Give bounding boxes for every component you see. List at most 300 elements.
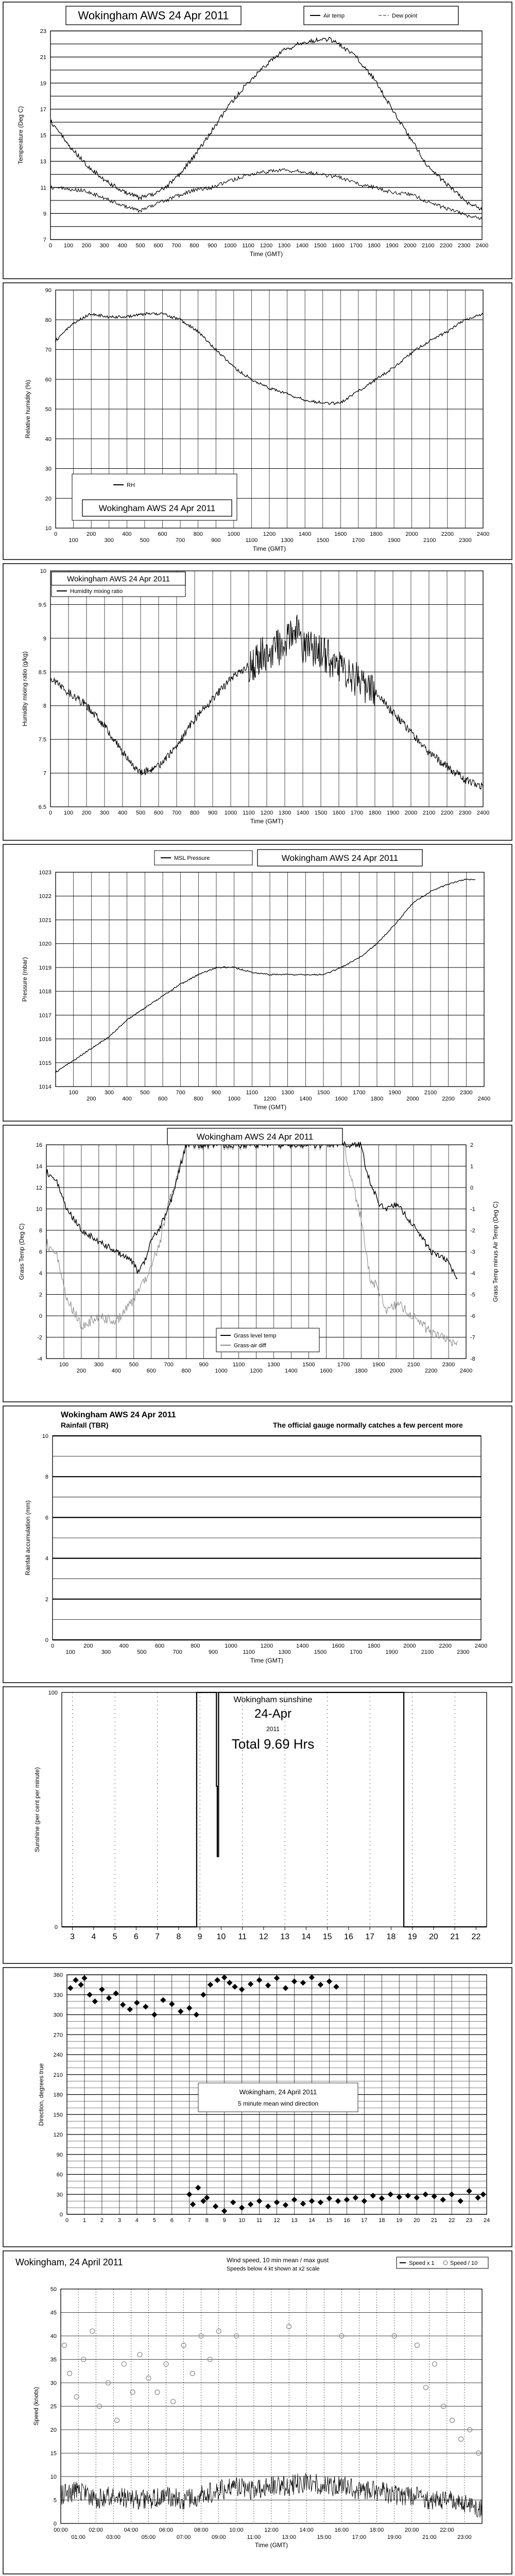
panel-border	[3, 844, 512, 1121]
humidity-chart	[0, 281, 515, 562]
x-tick-label: 15:00	[317, 2534, 332, 2540]
x-tick-label: 1600	[332, 810, 346, 816]
x-tick-label: 07:00	[176, 2534, 191, 2540]
x-tick-label: 200	[83, 1643, 93, 1649]
panel-border	[3, 1125, 512, 1402]
x-tick-label: 9	[197, 1933, 202, 1941]
x-tick-label: 1500	[302, 1362, 315, 1368]
y-tick-label: 1018	[39, 989, 52, 995]
x-tick-label: 600	[146, 1368, 156, 1374]
x-tick-label: 2100	[422, 810, 436, 816]
x-tick-label: 0	[48, 810, 53, 816]
x-tick-label: 400	[111, 1368, 122, 1374]
x-tick-label: 05:00	[141, 2534, 156, 2540]
legend-label: RH	[127, 482, 135, 488]
x-tick-label: 04:00	[124, 2527, 139, 2533]
x-tick-label: 800	[191, 1643, 200, 1649]
x-tick-label: 1100	[243, 810, 255, 816]
y-tick-label: 90	[45, 287, 52, 294]
y-tick-label: 15	[50, 2450, 57, 2457]
mixing-ratio-chart-panel	[0, 562, 515, 842]
y-tick-label: 360	[53, 1972, 63, 1978]
x-tick-label: 16:00	[334, 2527, 349, 2533]
x-tick-label: 1000	[227, 531, 241, 537]
y-axis-title: Humidity mixing ratio (g/kg)	[21, 651, 28, 726]
x-tick-label: 3	[117, 2217, 121, 2224]
x-tick-label: 1800	[370, 531, 383, 537]
x-tick-label: 1600	[320, 1368, 333, 1374]
x-tick-label: 08:00	[194, 2527, 209, 2533]
y-tick-label: 35	[50, 2357, 57, 2363]
x-tick-label: 17:00	[352, 2534, 367, 2540]
chart-title: Wokingham AWS 24 Apr 2011	[196, 1131, 314, 1142]
x-tick-label: 2000	[404, 243, 417, 249]
x-tick-label: 1200	[260, 810, 273, 816]
y-tick-label: 2	[45, 1596, 48, 1603]
chart-title: Wokingham, 24 April 2011	[15, 2257, 123, 2267]
chart-subtitle: Rainfall (TBR)	[61, 1421, 109, 1429]
y-tick-label: 21	[40, 54, 46, 61]
x-tick-label: 21	[431, 2217, 438, 2224]
x-tick-label: 12:00	[264, 2527, 279, 2533]
x-tick-label: 900	[199, 1362, 209, 1368]
x-tick-label: 1900	[385, 1649, 398, 1655]
chart-title: Wokingham AWS 24 Apr 2011	[281, 853, 399, 863]
y-tick-label: 14	[36, 1163, 42, 1170]
x-tick-label: 14	[308, 2217, 315, 2224]
legend-label: Speed x 1	[409, 2260, 435, 2266]
legend-box	[216, 1328, 319, 1352]
grass-temp-chart	[0, 1123, 515, 1404]
x-tick-label: 1800	[370, 1096, 384, 1102]
y2-tick-label: -8	[470, 1356, 475, 1362]
x-tick-label: 2	[100, 2217, 104, 2224]
x-tick-label: 400	[122, 1096, 132, 1102]
x-tick-label: 1700	[350, 243, 363, 249]
x-tick-label: 5	[152, 2217, 156, 2224]
x-tick-label: 1000	[224, 810, 237, 816]
x-tick-label: 300	[99, 243, 109, 249]
x-tick-label: 2400	[476, 810, 490, 816]
x-tick-label: 900	[211, 1090, 221, 1096]
x-tick-label: 2100	[421, 1649, 434, 1655]
x-tick-label: 19	[407, 1933, 417, 1941]
y-tick-label: 120	[53, 2132, 63, 2138]
x-tick-label: 600	[153, 243, 163, 249]
x-tick-label: 0	[65, 2217, 69, 2224]
x-axis-title: Time (GMT)	[249, 250, 283, 258]
x-tick-label: 2100	[424, 1090, 437, 1096]
x-tick-label: 100	[59, 1362, 69, 1368]
x-tick-label: 23	[466, 2217, 473, 2224]
x-tick-label: 1000	[224, 243, 237, 249]
legend-label: MSL Pressure	[174, 855, 210, 861]
panel-border	[3, 1406, 512, 1683]
x-tick-label: 1800	[368, 243, 381, 249]
x-tick-label: 15	[326, 2217, 333, 2224]
x-tick-label: 1500	[316, 537, 329, 544]
chart-title: Wokingham sunshine	[233, 1696, 313, 1704]
y2-tick-label: -4	[470, 1270, 475, 1277]
legend-label: Speed / 10	[450, 2260, 478, 2266]
x-tick-label: 300	[104, 537, 114, 544]
y-axis-title: Pressure (mbar)	[21, 957, 28, 1002]
y-tick-label: 10	[45, 526, 52, 532]
y-tick-label: 23	[40, 28, 46, 35]
x-tick-label: 2000	[403, 1643, 416, 1649]
chart-date: 24-Apr	[254, 1707, 292, 1721]
x-tick-label: 12	[273, 2217, 280, 2224]
y-tick-label: 8	[39, 1228, 42, 1234]
chart-title: Wokingham AWS 24 Apr 2011	[98, 503, 216, 513]
x-tick-label: 1100	[243, 1649, 255, 1655]
chart-year: 2011	[266, 1725, 280, 1733]
x-tick-label: 1900	[372, 1362, 385, 1368]
x-tick-label: 1700	[350, 810, 364, 816]
y-tick-label: 15	[40, 132, 46, 139]
x-tick-label: 800	[190, 243, 199, 249]
x-tick-label: 1900	[386, 810, 400, 816]
x-tick-label: 1800	[355, 1368, 368, 1374]
chart-title: Wokingham AWS 24 Apr 2011	[67, 574, 170, 584]
x-tick-label: 1700	[352, 537, 365, 544]
x-tick-label: 100	[63, 243, 74, 249]
x-tick-label: 900	[208, 1649, 218, 1655]
y-tick-label: 4	[45, 1555, 48, 1562]
x-tick-label: 2300	[442, 1362, 455, 1368]
x-tick-label: 600	[153, 810, 164, 816]
x-tick-label: 2400	[477, 1096, 491, 1102]
x-tick-label: 9	[222, 2217, 226, 2224]
x-tick-label: 2400	[474, 1643, 488, 1649]
x-tick-label: 8	[176, 1933, 181, 1941]
wind-direction-chart	[0, 1965, 515, 2249]
y-tick-label: 330	[53, 1992, 63, 1998]
x-tick-label: 15	[322, 1933, 332, 1941]
x-tick-label: 10	[238, 2217, 245, 2224]
y-tick-label: 8	[43, 703, 46, 709]
y-tick-label: 300	[53, 2012, 63, 2019]
y-tick-label: 0	[54, 1924, 58, 1930]
x-tick-label: 2400	[475, 243, 489, 249]
y-tick-label: 0	[53, 2521, 57, 2527]
x-tick-label: 1300	[267, 1362, 280, 1368]
x-tick-label: 2000	[405, 531, 418, 537]
x-tick-label: 1300	[281, 1090, 294, 1096]
chart-title: Wokingham, 24 April 2011	[239, 2088, 317, 2096]
x-tick-label: 1700	[353, 1090, 366, 1096]
y2-axis-title: Grass Temp minus Air Temp (Deg C)	[492, 1201, 499, 1302]
x-tick-label: 1900	[388, 1090, 401, 1096]
y-tick-label: 16	[36, 1142, 42, 1148]
x-tick-label: 1400	[296, 810, 310, 816]
x-tick-label: 1900	[387, 537, 401, 544]
x-tick-label: 900	[208, 243, 217, 249]
x-tick-label: 3	[70, 1933, 75, 1941]
x-tick-label: 1300	[278, 810, 291, 816]
y-tick-label: 19	[40, 80, 46, 87]
sunshine-chart-panel	[0, 1685, 515, 1965]
panel-border	[3, 2251, 512, 2574]
x-tick-label: 2400	[459, 1368, 473, 1374]
x-tick-label: 17	[361, 2217, 368, 2224]
y-tick-label: 9.5	[38, 602, 46, 608]
rainfall-chart-panel	[0, 1404, 515, 1685]
y-axis-title: Sunshine (per cent per minute)	[33, 1767, 41, 1852]
y-tick-label: 1023	[39, 870, 52, 876]
y-tick-label: 9	[43, 211, 46, 217]
chart-total: Total 9.69 Hrs	[231, 1736, 315, 1752]
y-tick-label: 5	[53, 2497, 57, 2504]
x-tick-label: 13	[291, 2217, 298, 2224]
wind-speed-chart	[0, 2249, 515, 2576]
x-tick-label: 03:00	[106, 2534, 121, 2540]
wind-direction-chart-panel	[0, 1965, 515, 2249]
x-tick-label: 200	[81, 243, 92, 249]
y-tick-label: 2	[39, 1292, 42, 1298]
x-tick-label: 700	[176, 1090, 185, 1096]
x-tick-label: 09:00	[211, 2534, 226, 2540]
x-tick-label: 2300	[457, 1649, 470, 1655]
y-tick-label: 1014	[39, 1084, 52, 1090]
x-tick-label: 200	[76, 1368, 87, 1374]
x-tick-label: 1100	[232, 1362, 245, 1368]
y-tick-label: 70	[45, 347, 52, 353]
x-tick-label: 1200	[260, 1643, 273, 1649]
x-tick-label: 1200	[260, 243, 273, 249]
x-tick-label: 1300	[278, 243, 291, 249]
y2-tick-label: 1	[470, 1163, 474, 1170]
y-tick-label: 1019	[39, 964, 52, 971]
y-axis-title: Rainfall accumulation (mm)	[24, 1500, 31, 1575]
legend-label: Humidity mixing ratio	[70, 588, 123, 595]
x-axis-title: Time (GMT)	[250, 1657, 284, 1664]
x-tick-label: 20	[428, 1933, 438, 1941]
y-tick-label: 180	[53, 2092, 63, 2098]
x-tick-label: 400	[122, 531, 132, 537]
x-tick-label: 1300	[281, 537, 294, 544]
x-tick-label: 18:00	[369, 2527, 384, 2533]
x-tick-label: 700	[164, 1362, 174, 1368]
x-tick-label: 1400	[296, 1643, 309, 1649]
chart-title: Wokingham AWS 24 Apr 2011	[61, 1411, 176, 1419]
x-tick-label: 2200	[439, 243, 453, 249]
x-tick-label: 2200	[442, 1096, 455, 1102]
y-tick-label: 20	[50, 2427, 57, 2433]
x-tick-label: 800	[194, 1096, 203, 1102]
x-tick-label: 500	[135, 243, 145, 249]
y-tick-label: 8	[45, 1474, 48, 1481]
y-tick-label: 1016	[39, 1036, 52, 1043]
x-tick-label: 23:00	[457, 2534, 472, 2540]
x-tick-label: 1600	[332, 243, 345, 249]
x-tick-label: 1600	[334, 531, 347, 537]
x-tick-label: 8	[205, 2217, 209, 2224]
x-tick-label: 800	[190, 810, 200, 816]
x-tick-label: 1200	[263, 531, 276, 537]
x-tick-label: 300	[99, 810, 110, 816]
sunshine-chart	[0, 1685, 515, 1965]
x-tick-label: 2100	[407, 1362, 420, 1368]
x-tick-label: 11:00	[247, 2534, 261, 2540]
y2-tick-label: 0	[470, 1185, 474, 1191]
y-tick-label: 50	[50, 2286, 57, 2293]
x-tick-label: 700	[173, 1649, 182, 1655]
x-axis-title: Time (GMT)	[254, 2541, 288, 2549]
x-tick-label: 12	[259, 1933, 268, 1941]
x-tick-label: 16	[344, 2217, 350, 2224]
y-tick-label: 12	[36, 1185, 42, 1191]
x-tick-label: 1000	[225, 1643, 237, 1649]
x-tick-label: 400	[117, 243, 127, 249]
x-tick-label: 1500	[314, 243, 327, 249]
y-tick-label: 0	[59, 2212, 63, 2218]
x-tick-label: 1700	[337, 1362, 350, 1368]
x-tick-label: 1600	[335, 1096, 348, 1102]
y-tick-label: 10	[40, 568, 46, 574]
x-tick-label: 10	[216, 1933, 226, 1941]
legend-label: Dew point	[392, 13, 417, 19]
x-tick-label: 300	[104, 1090, 114, 1096]
x-tick-label: 1800	[368, 810, 382, 816]
pressure-chart-panel	[0, 842, 515, 1123]
x-tick-label: 17	[365, 1933, 375, 1941]
x-tick-label: 2200	[439, 1643, 452, 1649]
y-tick-label: 1020	[39, 941, 52, 947]
x-tick-label: 1500	[317, 1090, 330, 1096]
y-tick-label: 150	[53, 2112, 63, 2119]
x-tick-label: 0	[54, 531, 58, 537]
chart-subtitle: 5 minute mean wind direction	[237, 2100, 319, 2107]
x-tick-label: 02:00	[89, 2527, 103, 2533]
x-tick-label: 1400	[285, 1368, 298, 1374]
x-tick-label: 2000	[406, 1096, 419, 1102]
y-tick-label: 20	[45, 496, 52, 502]
x-tick-label: 18	[386, 1933, 396, 1941]
grass-temp-chart-panel	[0, 1123, 515, 1404]
y-tick-label: 17	[40, 106, 46, 113]
y-tick-label: 7.5	[38, 737, 46, 743]
x-tick-label: 2200	[441, 531, 454, 537]
x-tick-label: 0	[50, 1643, 55, 1649]
x-tick-label: 1700	[350, 1649, 363, 1655]
x-tick-label: 500	[129, 1362, 139, 1368]
y-axis-title: Speed (knots)	[32, 2387, 40, 2426]
y-tick-label: 1017	[39, 1012, 52, 1019]
y-tick-label: 1015	[39, 1060, 52, 1066]
x-tick-label: 1800	[367, 1643, 381, 1649]
y-tick-label: 270	[53, 2032, 63, 2039]
y-tick-label: 90	[56, 2151, 63, 2158]
chart-title: Wokingham AWS 24 Apr 2011	[78, 9, 229, 22]
x-tick-label: 1400	[299, 1096, 312, 1102]
y-tick-label: 25	[50, 2403, 57, 2410]
humidity-chart-panel	[0, 281, 515, 562]
y-tick-label: 30	[56, 2192, 63, 2198]
y-tick-label: 240	[53, 2052, 63, 2058]
x-tick-label: 19:00	[387, 2534, 402, 2540]
x-tick-label: 06:00	[159, 2527, 174, 2533]
x-tick-label: 800	[193, 531, 203, 537]
x-tick-label: 14:00	[299, 2527, 314, 2533]
mixing-ratio-chart	[0, 562, 515, 842]
x-tick-label: 7	[155, 1933, 160, 1941]
x-tick-label: 700	[175, 537, 185, 544]
x-tick-label: 600	[158, 531, 167, 537]
x-tick-label: 18	[379, 2217, 385, 2224]
x-tick-label: 1600	[332, 1643, 345, 1649]
x-tick-label: 100	[65, 1649, 75, 1655]
x-tick-label: 300	[101, 1649, 111, 1655]
y-tick-label: 30	[50, 2380, 57, 2386]
pressure-chart	[0, 842, 515, 1123]
y-tick-label: 40	[50, 2333, 57, 2340]
y-tick-label: 80	[45, 317, 52, 324]
x-tick-label: 19	[396, 2217, 403, 2224]
y2-tick-label: -3	[470, 1249, 475, 1256]
y-tick-label: 6	[45, 1515, 48, 1521]
x-tick-label: 600	[158, 1096, 168, 1102]
y2-tick-label: 2	[470, 1142, 474, 1148]
legend-label: Grass level temp	[234, 1333, 277, 1339]
x-tick-label: 10:00	[229, 2527, 244, 2533]
x-tick-label: 1400	[298, 531, 312, 537]
x-tick-label: 500	[140, 537, 150, 544]
y-tick-label: 40	[45, 436, 52, 443]
y-tick-label: 1022	[39, 893, 52, 900]
x-tick-label: 11	[238, 1933, 247, 1941]
x-tick-label: 00:00	[54, 2527, 68, 2533]
x-tick-label: 2100	[422, 243, 435, 249]
y-tick-label: 100	[48, 1690, 58, 1696]
y-tick-label: 10	[50, 2474, 57, 2480]
y-tick-label: 6	[39, 1249, 42, 1256]
x-tick-label: 5	[112, 1933, 117, 1941]
chart-title-box	[198, 2083, 358, 2112]
y2-tick-label: -6	[470, 1313, 475, 1319]
x-tick-label: 200	[81, 810, 92, 816]
x-tick-label: 22:00	[440, 2527, 454, 2533]
y-tick-label: 10	[42, 1433, 48, 1439]
y-tick-label: 7	[43, 770, 46, 777]
x-tick-label: 2300	[459, 537, 472, 544]
x-axis-title: Time (GMT)	[250, 818, 284, 825]
x-tick-label: 2200	[424, 1368, 438, 1374]
x-tick-label: 13:00	[282, 2534, 296, 2540]
x-tick-label: 200	[87, 1096, 96, 1102]
x-tick-label: 16	[344, 1933, 353, 1941]
x-tick-label: 4	[91, 1933, 96, 1941]
x-tick-label: 1500	[314, 1649, 327, 1655]
y2-tick-label: -1	[470, 1206, 475, 1213]
x-tick-label: 1100	[246, 1090, 259, 1096]
temperature-chart-panel	[0, 0, 515, 281]
x-tick-label: 2100	[423, 537, 436, 544]
x-tick-label: 1000	[215, 1368, 228, 1374]
x-tick-label: 1300	[278, 1649, 291, 1655]
x-tick-label: 2300	[460, 1090, 473, 1096]
y-tick-label: 1021	[39, 917, 52, 924]
x-tick-label: 500	[137, 1649, 147, 1655]
x-tick-label: 7	[187, 2217, 191, 2224]
y-tick-label: 60	[45, 377, 52, 383]
x-tick-label: 22	[471, 1933, 481, 1941]
x-tick-label: 20:00	[404, 2527, 419, 2533]
y-axis-title: Relative humidity (%)	[24, 380, 31, 438]
wind-speed-chart-panel	[0, 2249, 515, 2576]
y-tick-label: 9	[43, 635, 46, 642]
x-tick-label: 22	[448, 2217, 455, 2224]
